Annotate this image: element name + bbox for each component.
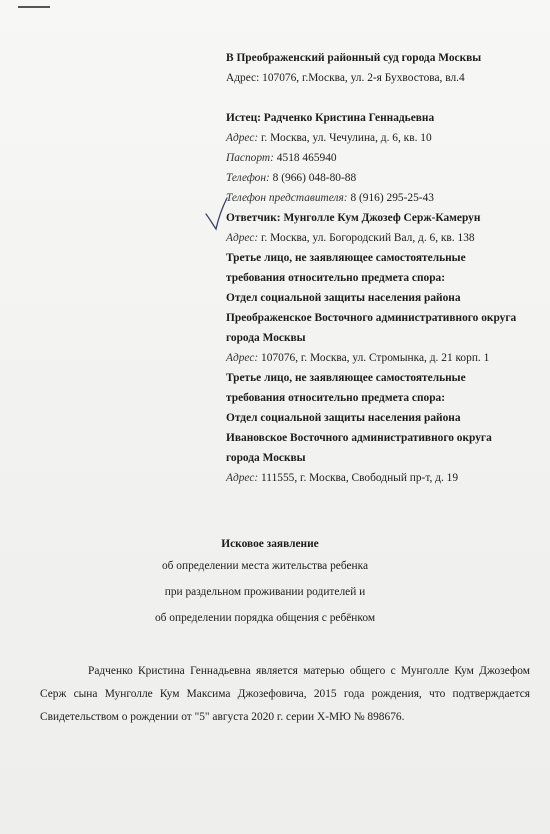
third-party-1-line: Преображенское Восточного административного округа xyxy=(226,312,517,324)
plaintiff-passport xyxy=(226,148,544,168)
plaintiff-phone-label: Телефон: xyxy=(226,172,270,184)
court-title: В Преображенский районный суд города Москвы xyxy=(226,52,482,64)
third-party-2-line: требования относительно предмета спора: xyxy=(226,392,446,404)
third-party-1-line: города Москвы xyxy=(226,332,306,344)
claim-body xyxy=(40,660,530,729)
plaintiff-rep-phone-value: 8 (916) 295-25-43 xyxy=(350,192,434,204)
plaintiff-passport-label: Паспорт: xyxy=(226,152,274,164)
claim-title-block xyxy=(0,535,550,631)
defendant-address-label: Адрес: xyxy=(226,232,259,244)
claim-subtitle-line: об определении места жительства ребенка xyxy=(161,560,369,572)
header-block xyxy=(226,48,544,488)
third-party-2-line: Третье лицо, не заявляющее самостоятельные xyxy=(226,372,466,384)
third-party-2-address-label: Адрес: xyxy=(226,472,259,484)
third-party-2-line: Отдел социальной защиты населения района xyxy=(226,412,461,424)
plaintiff-address-value: г. Москва, ул. Чечулина, д. 6, кв. 10 xyxy=(261,132,432,144)
plaintiff-phone xyxy=(226,168,544,188)
defendant-address xyxy=(226,228,544,248)
plaintiff-passport-value: 4518 465940 xyxy=(276,152,337,164)
plaintiff-address xyxy=(226,128,544,148)
third-party-1-line: требования относительно предмета спора: xyxy=(226,272,446,284)
defendant-address-value: г. Москва, ул. Богородский Вал, д. 6, кв. 138 xyxy=(261,232,475,244)
claim-subtitle-line: об определении порядка общения с ребёнком xyxy=(154,612,376,624)
scan-edge-mark xyxy=(18,6,50,8)
third-party-1-address-value: 107076, г. Москва, ул. Стромынка, д. 21 корп. 1 xyxy=(261,352,490,364)
third-party-2-address xyxy=(226,468,544,488)
plaintiff-rep-phone xyxy=(226,188,544,208)
plaintiff-name: Истец: Радченко Кристина Геннадьевна xyxy=(226,112,435,124)
claim-title: Исковое заявление xyxy=(221,538,319,550)
third-party-1-address-label: Адрес: xyxy=(226,352,259,364)
third-party-2-line: Ивановское Восточного административного округа xyxy=(226,432,492,444)
claim-subtitle-line: при раздельном проживании родителей и xyxy=(164,586,366,598)
third-party-2-address-value: 111555, г. Москва, Свободный пр-т, д. 19 xyxy=(261,472,459,484)
plaintiff-phone-value: 8 (966) 048-80-88 xyxy=(272,172,357,184)
third-party-1-address xyxy=(226,348,544,368)
court-address: Адрес: 107076, г.Москва, ул. 2-я Бухвостова, вл.4 xyxy=(226,72,465,84)
third-party-1-line: Отдел социальной защиты населения района xyxy=(226,292,461,304)
plaintiff-address-label: Адрес: xyxy=(226,132,259,144)
defendant-name: Ответчик: Мунголле Кум Джозеф Серж-Камерун xyxy=(226,212,481,224)
third-party-2-line: города Москвы xyxy=(226,452,306,464)
plaintiff-rep-phone-label: Телефон представителя: xyxy=(226,192,348,204)
third-party-1-line: Третье лицо, не заявляющее самостоятельные xyxy=(226,252,466,264)
body-paragraph: Радченко Кристина Геннадьевна является матерью общего с Мунголле Кум Джозефом Серж сына Мунголле Кум Максима Джозефовича, 2015 года рождения, что подтверждается Свидетельством о рождении от "5" августа 2020 г. серии X-МЮ № 898676. xyxy=(40,665,530,723)
